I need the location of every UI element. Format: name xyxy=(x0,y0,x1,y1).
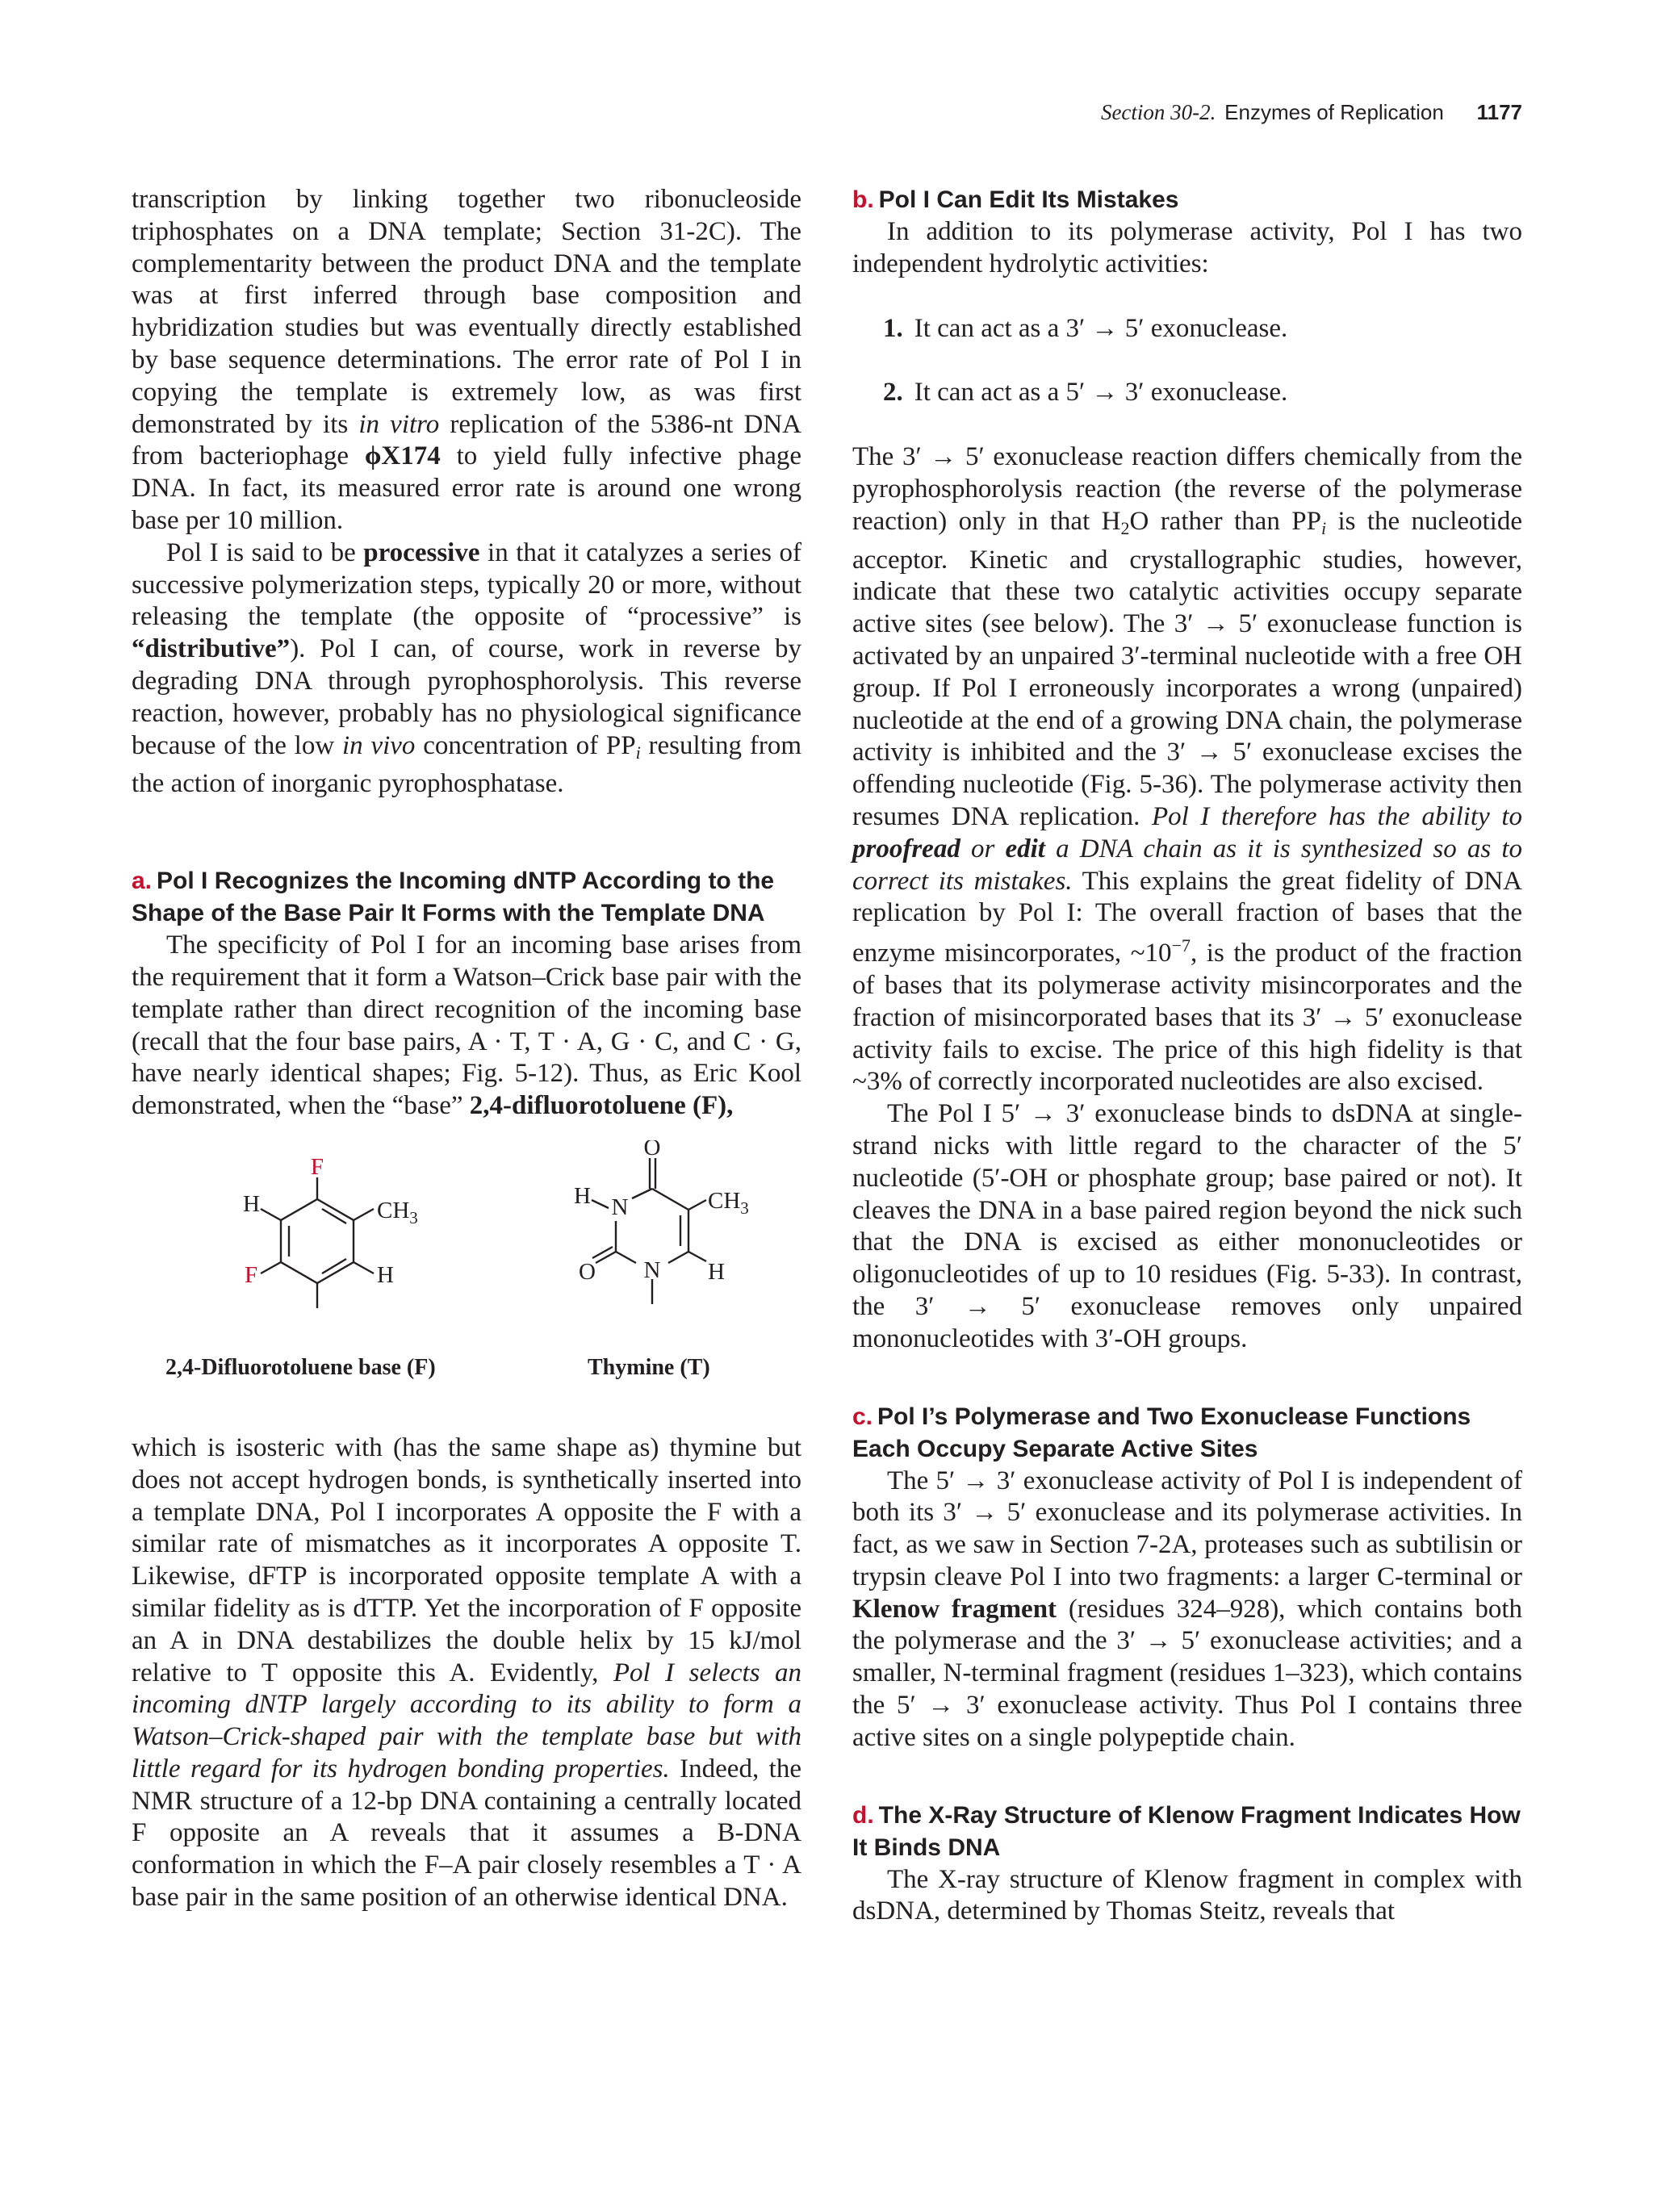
atom-h-n3: H xyxy=(574,1182,591,1209)
subheading-c xyxy=(852,1401,1522,1466)
subheading-d-letter: d. xyxy=(852,1801,874,1829)
paragraph-specificity: The specificity of Pol I for an incoming base arises from the requirement that it form a Watson–Crick base pair with the template rather than direct recognition of the incoming base (recall that the four base pairs, A · T, T · A, G · C, and C · G, have nearly identical shapes; Fig. 5-12). Thus, as Eric Kool demonstrated, when the “base” 2,4-difluorotoluene (F), xyxy=(132,930,801,1121)
benzene-ring xyxy=(281,1199,354,1283)
atom-n1: N xyxy=(643,1257,661,1283)
paragraph-klenow: The 5′ → 3′ exonuclease activity of Pol I is independent of both its 3′ → 5′ exonuclease and its polymerase activities. In fact, as we saw in Section 7-2A, proteases such as subtilisin or trypsin cleave Pol I into two fragments: a larger C-terminal or Klenow fragment (residues 324–928), which contains both the polymerase and the 3′ → 5′ exonuclease activities; and a smaller, N-terminal fragment (residues 1–323), which contains the 5′ → 3′ exonuclease activity. Thus Pol I contains three active sites on a single polypeptide chain. xyxy=(852,1466,1522,1752)
atom-h-right-left: H xyxy=(377,1261,394,1288)
subheading-b-letter: b. xyxy=(852,186,874,213)
atom-ch3-thymine: $CH_3$ xyxy=(708,1187,749,1218)
paragraph-xray: The X-ray structure of Klenow fragment in complex with dsDNA, determined by Thomas Steitz, reveals that xyxy=(852,1864,1522,1926)
subheading-d xyxy=(852,1800,1522,1864)
paragraph-proofreading: The 3′ → 5′ exonuclease reaction differs chemically from the pyrophosphorolysis reaction (the reverse of the polymerase reaction) only in that $H_2O$ rather than PPi is the nucleotide acceptor. Kinetic and crystallographic studies, however, indicate that these two catalytic activities occupy separate active sites (see below). The 3′ → 5′ exonuclease function is activated by an unpaired 3′-terminal nucleotide with a free OH group. If Pol I erroneously incorporates a wrong (unpaired) nucleotide at the end of a growing DNA chain, the polymerase activity is inhibited and the 3′ → 5′ exonuclease excises the offending nucleotide (Fig. 5-36). The polymerase activity then resumes DNA replication. Pol I therefore has the ability to proofread or edit a DNA chain as it is synthesized so as to correct its mistakes. This explains the great fidelity of DNA replication by Pol I: The overall fraction of bases that the enzyme misincorporates, $\sim 10^{-7}$, is the product of the fraction of bases that its polymerase activity misincorporates and the fraction of misincorporated bases that its 3′ → 5′ exonuclease activity fails to excise. The price of this high fidelity is that ~3% of correctly incorporated nucleotides are also excised. xyxy=(852,442,1523,1097)
atom-o-left: O xyxy=(579,1258,596,1285)
paragraph-independent: In addition to its polymerase activity, Pol I has two independent hydrolytic activities: xyxy=(852,217,1522,278)
atom-ch3-left: $CH_3$ xyxy=(377,1197,418,1227)
subheading-a-text: Pol I Recognizes the Incoming dNTP According to the Shape of the Base Pair It Forms with the Template DNA xyxy=(132,868,775,927)
difluorotoluene-structure xyxy=(261,1177,374,1308)
paragraph-isosteric: which is isosteric with (has the same shape as) thymine but does not accept hydrogen bonds, is synthetically inserted into a template DNA, Pol I incorporates A opposite the F with a similar rate of mismatches as it incorporates A opposite T. Likewise, dFTP is incorporated opposite template A with a similar fidelity as is dTTP. Yet the incorporation of F opposite an A in DNA destabilizes the double helix by 15 kJ/mol relative to T opposite this A. Evidently, Pol I selects an incoming dNTP largely according to its ability to form a Watson–Crick-shaped pair with the template base but with little regard for its hydrogen bonding properties. Indeed, the NMR structure of a 12-bp DNA containing a centrally located F opposite an A reveals that it assumes a B-DNA conformation in which the F–A pair closely resembles a T · A base pair in the same position of an otherwise identical DNA. xyxy=(132,1432,802,1913)
right-column xyxy=(852,184,1522,1928)
atom-h-c6: H xyxy=(708,1258,725,1285)
atom-h-left: H xyxy=(243,1190,260,1217)
paragraph-processive: Pol I is said to be processive in that it catalyzes a series of successive polymerization steps, typically 20 or more, without releasing the template (the opposite of “processive” is “distributive”). Pol I can, of course, work in reverse by degrading DNA through pyrophosphorolysis. This reverse reaction, however, probably has no physiological significance because of the low in vivo concentration of PPi resulting from the action of inorganic pyrophosphatase. xyxy=(132,537,801,799)
caption-difluorotoluene: 2,4-Difluorotoluene base (F) xyxy=(165,1354,436,1380)
subheading-c-text: Pol I’s Polymerase and Two Exonuclease Functions Each Occupy Separate Active Sites xyxy=(852,1403,1471,1462)
structure-figure xyxy=(132,1140,801,1382)
structures-svg xyxy=(132,1140,801,1342)
subheading-b-text: Pol I Can Edit Its Mistakes xyxy=(878,186,1179,213)
page-number: 1177 xyxy=(1476,100,1522,124)
atom-n3: N xyxy=(611,1194,629,1220)
paragraph-5-3-exonuclease: The Pol I 5′ → 3′ exonuclease binds to dsDNA at single-strand nicks with little regard to the character of the 5′ nucleotide (5′-OH or phosphate group; base paired or not). It cleaves the DNA in a base paired region beyond the nick such that the DNA is excised as either mononucleotides or oligonucleotides of up to 10 residues (Fig. 5-33). In contrast, the 3′ → 5′ exonuclease removes only unpaired mononucleotides with 3′-OH groups. xyxy=(852,1099,1522,1353)
header-section: Section 30-2. xyxy=(1100,100,1216,124)
left-column xyxy=(132,184,801,1914)
subheading-a xyxy=(132,865,801,930)
subheading-c-letter: c. xyxy=(852,1403,873,1430)
atom-f-top: F xyxy=(310,1153,324,1180)
subheading-a-letter: a. xyxy=(132,868,153,895)
caption-thymine: Thymine (T) xyxy=(588,1354,710,1380)
atom-o-top: O xyxy=(643,1139,661,1160)
paragraph-transcription: transcription by linking together two ribonucleoside triphosphates on a DNA template; Section 31-2C). The complementarity between the product DNA and the template was at first inferred through base composition and hybridization studies but was eventually directly established by base sequence determinations. The error rate of Pol I in copying the template is extremely low, as was first demonstrated by its in vitro replication of the 5386-nt DNA from bacteriophage ϕX174 to yield fully infective phage DNA. In fact, its measured error rate is around one wrong base per 10 million. xyxy=(132,185,802,535)
running-header xyxy=(1101,100,1522,125)
header-title: Enzymes of Replication xyxy=(1224,100,1444,124)
list-item-2: 2. It can act as a 5′ → 3′ exonuclease. xyxy=(883,378,1288,408)
atom-f-left: F xyxy=(245,1261,258,1288)
subheading-d-text: The X-Ray Structure of Klenow Fragment Indicates How It Binds DNA xyxy=(852,1801,1521,1861)
subheading-b xyxy=(852,184,1522,216)
list-item-1: 1. It can act as a 3′ → 5′ exonuclease. xyxy=(883,313,1288,343)
